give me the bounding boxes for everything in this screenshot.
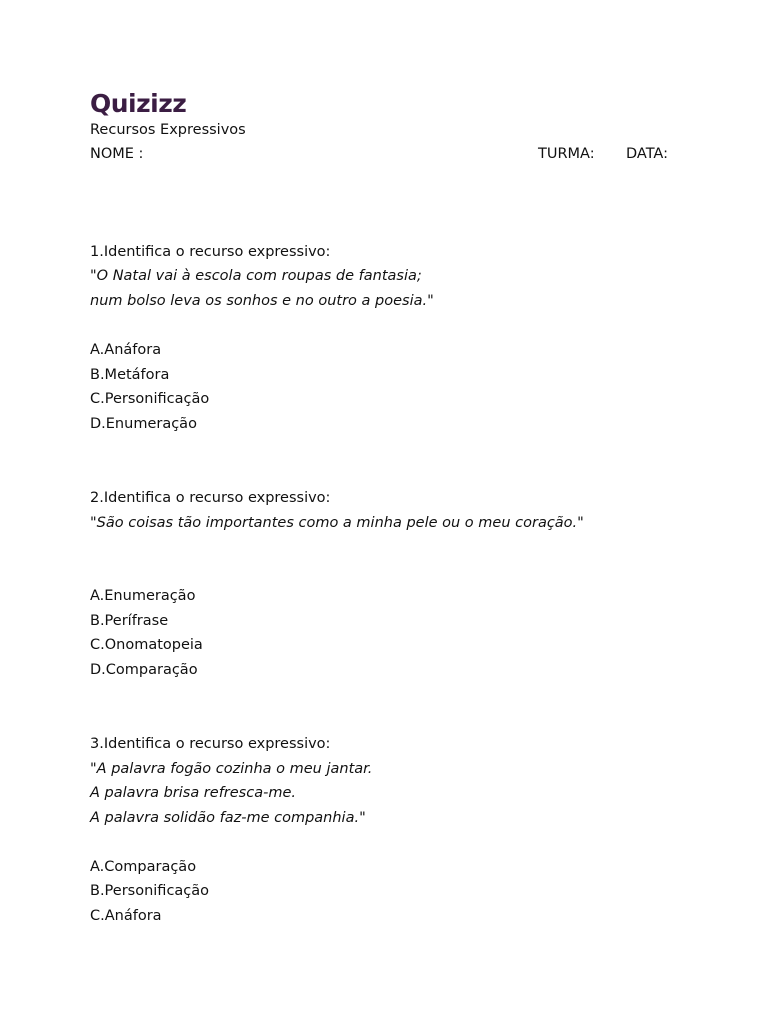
question-1-option-b: B.Metáfora bbox=[90, 367, 170, 383]
question-3-prompt: 3.Identifica o recurso expressivo: bbox=[90, 736, 331, 752]
question-1-quote-line: num bolso leva os sonhos e no outro a poesia." bbox=[90, 293, 434, 309]
question-2-option-d: D.Comparação bbox=[90, 662, 198, 678]
question-3-quote-line: "A palavra fogão cozinha o meu jantar. bbox=[90, 761, 373, 777]
question-2-quote-line: "São coisas tão importantes como a minha pele ou o meu coração." bbox=[90, 515, 584, 531]
question-1-option-d: D.Enumeração bbox=[90, 416, 197, 432]
question-2-option-a: A.Enumeração bbox=[90, 588, 196, 604]
question-1-option-c: C.Personificação bbox=[90, 391, 210, 407]
question-3-option-a: A.Comparação bbox=[90, 859, 197, 875]
worksheet-title: Recursos Expressivos bbox=[90, 122, 246, 138]
date-label: DATA: bbox=[626, 146, 668, 162]
question-3-option-b: B.Personificação bbox=[90, 883, 210, 899]
question-1-quote-line: "O Natal vai à escola com roupas de fantasia; bbox=[90, 268, 422, 284]
class-label: TURMA: bbox=[538, 146, 595, 162]
question-1-prompt: 1.Identifica o recurso expressivo: bbox=[90, 244, 331, 260]
question-3-quote-line: A palavra brisa refresca-me. bbox=[90, 785, 296, 801]
question-3-option-c: C.Anáfora bbox=[90, 908, 162, 924]
question-2-option-c: C.Onomatopeia bbox=[90, 637, 203, 653]
question-2-prompt: 2.Identifica o recurso expressivo: bbox=[90, 490, 331, 506]
quizizz-logo: Quizizz bbox=[90, 89, 187, 118]
question-1-option-a: A.Anáfora bbox=[90, 342, 162, 358]
question-2-option-b: B.Perífrase bbox=[90, 613, 169, 629]
question-3-quote-line: A palavra solidão faz-me companhia." bbox=[90, 810, 366, 826]
name-label: NOME : bbox=[90, 146, 144, 162]
